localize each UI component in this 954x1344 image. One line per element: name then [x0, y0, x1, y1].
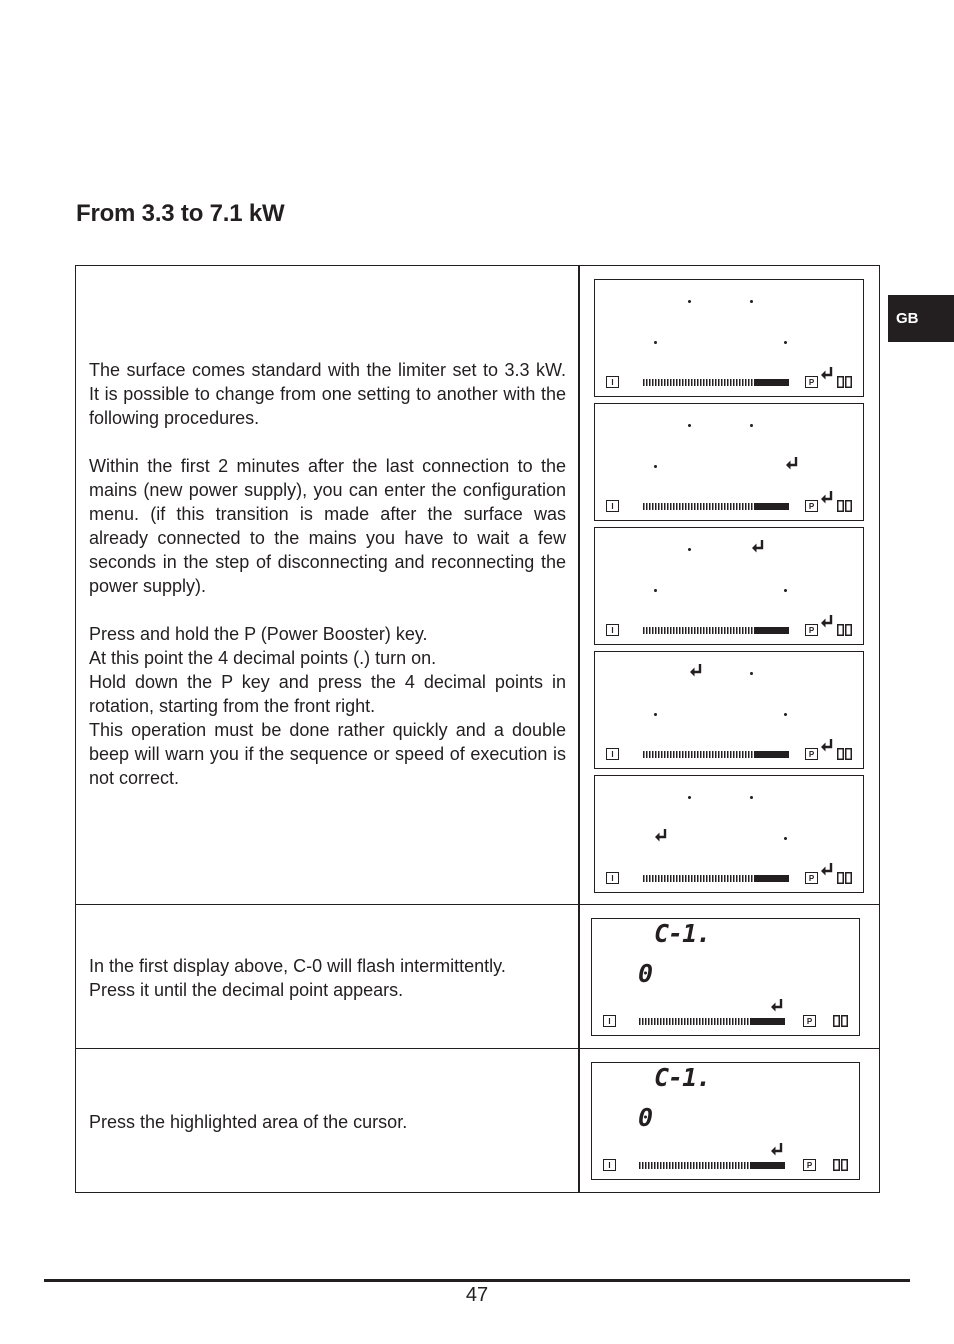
- config-code[interactable]: C-1.: [654, 1063, 711, 1092]
- p-key[interactable]: P: [803, 1159, 816, 1171]
- double-bar-icon[interactable]: [837, 624, 852, 636]
- slider-cursor[interactable]: [643, 503, 789, 510]
- page-number: 47: [465, 1284, 489, 1306]
- enter-arrow-icon: [820, 738, 834, 753]
- decimal-point[interactable]: [654, 589, 657, 592]
- slider-cursor[interactable]: [639, 1162, 785, 1169]
- display-panel: [591, 1062, 860, 1180]
- i-key[interactable]: I: [606, 748, 619, 760]
- enter-arrow-icon: [820, 614, 834, 629]
- decimal-point[interactable]: [784, 837, 787, 840]
- decimal-point[interactable]: [750, 796, 753, 799]
- decimal-point[interactable]: [688, 424, 691, 427]
- row2-text: [89, 954, 566, 1002]
- paragraph: Press and hold the P (Power Booster) key. At this point the 4 decimal points (.) turn on. Hold down the P key and press the 4 decimal points in rotation, starting from the front right. This operation must be done rather quickly and a double beep will warn you if the sequence or speed of execution is not correct.: [89, 624, 566, 788]
- page-heading: From 3.3 to 7.1 kW: [76, 200, 285, 227]
- p-key[interactable]: P: [805, 624, 818, 636]
- paragraph: Press the highlighted area of the cursor.: [89, 1112, 408, 1132]
- decimal-point[interactable]: [750, 300, 753, 303]
- p-key[interactable]: P: [805, 500, 818, 512]
- config-value[interactable]: 0: [638, 959, 653, 988]
- double-bar-icon[interactable]: [837, 376, 852, 388]
- slider-cursor[interactable]: [643, 627, 789, 634]
- i-key[interactable]: I: [603, 1015, 616, 1027]
- enter-arrow-icon: [770, 1142, 784, 1157]
- display-panel: [591, 918, 860, 1036]
- display-panel: [594, 279, 864, 397]
- double-bar-icon[interactable]: [837, 872, 852, 884]
- paragraph: The surface comes standard with the limiter set to 3.3 kW. It is possible to change from one setting to another with the following procedures.: [89, 360, 566, 428]
- slider-cursor[interactable]: [643, 751, 789, 758]
- p-key[interactable]: P: [803, 1015, 816, 1027]
- double-bar-icon[interactable]: [833, 1015, 848, 1027]
- double-bar-icon[interactable]: [833, 1159, 848, 1171]
- p-key[interactable]: P: [805, 748, 818, 760]
- enter-arrow-icon: [785, 456, 799, 471]
- config-code[interactable]: C-1.: [654, 919, 711, 948]
- enter-arrow-icon: [689, 663, 703, 678]
- slider-cursor[interactable]: [643, 379, 789, 386]
- i-key[interactable]: I: [606, 872, 619, 884]
- i-key[interactable]: I: [606, 500, 619, 512]
- decimal-point[interactable]: [688, 548, 691, 551]
- column-divider: [578, 266, 580, 1192]
- enter-arrow-icon: [820, 862, 834, 877]
- row3-text: [89, 1110, 566, 1134]
- display-panel: [594, 775, 864, 893]
- i-key[interactable]: I: [603, 1159, 616, 1171]
- paragraph: In the first display above, C-0 will flash intermittently. Press it until the decimal point appears.: [89, 956, 506, 1000]
- enter-arrow-icon: [751, 539, 765, 554]
- p-key[interactable]: P: [805, 376, 818, 388]
- double-bar-icon[interactable]: [837, 748, 852, 760]
- double-bar-icon[interactable]: [837, 500, 852, 512]
- display-panel: [594, 403, 864, 521]
- decimal-point[interactable]: [784, 713, 787, 716]
- decimal-point[interactable]: [750, 424, 753, 427]
- enter-arrow-icon: [654, 828, 668, 843]
- language-tab: GB: [888, 295, 954, 342]
- decimal-point[interactable]: [784, 341, 787, 344]
- config-value[interactable]: 0: [638, 1103, 653, 1132]
- decimal-point[interactable]: [654, 465, 657, 468]
- enter-arrow-icon: [820, 490, 834, 505]
- enter-arrow-icon: [820, 366, 834, 381]
- decimal-point[interactable]: [784, 589, 787, 592]
- decimal-point[interactable]: [688, 300, 691, 303]
- row1-text: [89, 358, 566, 790]
- decimal-point[interactable]: [688, 796, 691, 799]
- footer-rule: [44, 1279, 910, 1282]
- i-key[interactable]: I: [606, 376, 619, 388]
- p-key[interactable]: P: [805, 872, 818, 884]
- row-divider: [76, 904, 879, 905]
- decimal-point[interactable]: [654, 713, 657, 716]
- row-divider: [76, 1048, 879, 1049]
- i-key[interactable]: I: [606, 624, 619, 636]
- enter-arrow-icon: [770, 998, 784, 1013]
- slider-cursor[interactable]: [639, 1018, 785, 1025]
- slider-cursor[interactable]: [643, 875, 789, 882]
- display-panel: [594, 527, 864, 645]
- decimal-point[interactable]: [750, 672, 753, 675]
- paragraph: Within the first 2 minutes after the last connection to the mains (new power supply), you can enter the configuration menu. (if this transition is made after the surface was already connected to the mains you have to wait a few seconds in the step of disconnecting and reconnecting the power supply).: [89, 456, 566, 596]
- display-panel: [594, 651, 864, 769]
- decimal-point[interactable]: [654, 341, 657, 344]
